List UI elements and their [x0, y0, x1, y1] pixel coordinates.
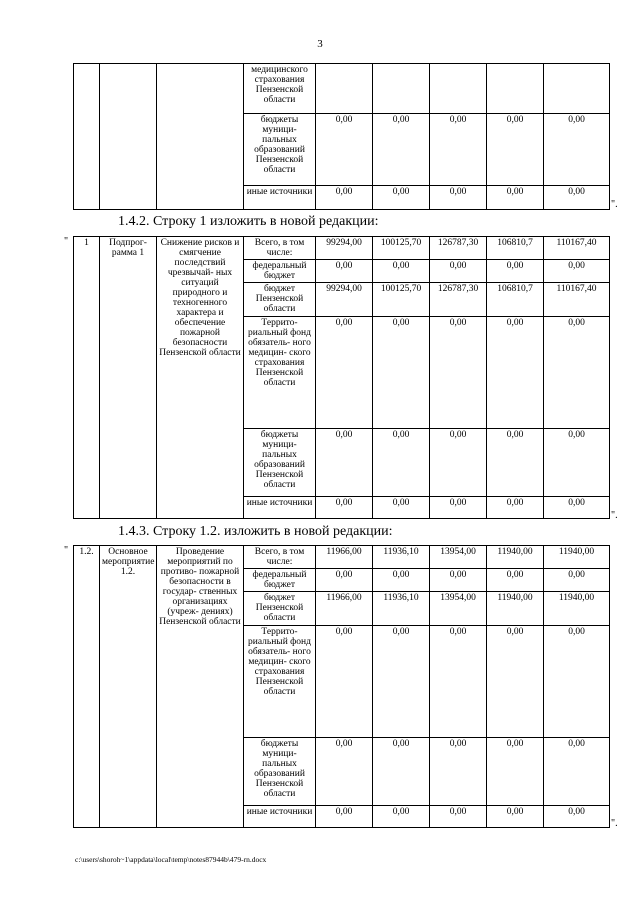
- amount-cell: 0,00: [430, 497, 487, 519]
- funding-source-cell: Террито- риальный фонд обязатель- ного медицин- ского страхования Пензенской области: [244, 626, 316, 738]
- table-row: [74, 237, 610, 260]
- amount-cell: 0,00: [487, 569, 544, 592]
- amount-cell: 11966,00: [316, 546, 373, 569]
- funding-source-cell: бюджеты муници- пальных образований Пензенской области: [244, 429, 316, 497]
- funding-source-cell: бюджет Пензенской области: [244, 592, 316, 626]
- closing-quote: ".: [611, 818, 618, 829]
- amount-cell: 0,00: [487, 114, 544, 186]
- program-name-cell: Подпрог- рамма 1: [100, 237, 157, 519]
- amount-cell: 0,00: [544, 626, 610, 738]
- section-heading-1-4-2: 1.4.2. Строку 1 изложить в новой редакции:: [118, 214, 379, 229]
- amount-cell: 0,00: [487, 806, 544, 828]
- amount-cell: 0,00: [544, 317, 610, 429]
- amount-cell: 0,00: [316, 317, 373, 429]
- funding-source-cell: федеральный бюджет: [244, 260, 316, 283]
- section-heading-1-4-3: 1.4.3. Строку 1.2. изложить в новой редакции:: [118, 524, 393, 539]
- program-description-cell: [157, 64, 244, 210]
- amount-cell: [316, 64, 373, 114]
- amount-cell: [430, 64, 487, 114]
- funding-source-cell: иные источники: [244, 497, 316, 519]
- amount-cell: 0,00: [544, 429, 610, 497]
- amount-cell: 0,00: [544, 186, 610, 210]
- opening-quote: ": [64, 236, 69, 247]
- amount-cell: 0,00: [544, 738, 610, 806]
- page-number: 3: [317, 38, 323, 50]
- amount-cell: 0,00: [430, 806, 487, 828]
- amount-cell: 0,00: [430, 317, 487, 429]
- amount-cell: 99294,00: [316, 237, 373, 260]
- amount-cell: 0,00: [373, 569, 430, 592]
- amount-cell: 126787,30: [430, 237, 487, 260]
- amount-cell: 126787,30: [430, 283, 487, 317]
- program-table-row-1: [73, 236, 610, 519]
- amount-cell: 11936,10: [373, 546, 430, 569]
- amount-cell: 0,00: [544, 260, 610, 283]
- amount-cell: 0,00: [316, 569, 373, 592]
- funding-source-cell: Террито- риальный фонд обязатель- ного медицин- ского страхования Пензенской области: [244, 317, 316, 429]
- amount-cell: 110167,40: [544, 237, 610, 260]
- funding-source-cell: иные источники: [244, 186, 316, 210]
- program-description-cell: Проведение мероприятий по противо- пожарной безопасности в государ- ственных организациях (учреж- дениях) Пензенской области: [157, 546, 244, 828]
- row-number-cell: [74, 64, 100, 210]
- funding-source-cell: медицинского страхования Пензенской области: [244, 64, 316, 114]
- amount-cell: 0,00: [373, 497, 430, 519]
- amount-cell: 0,00: [487, 260, 544, 283]
- row-number-cell: 1.2.: [74, 546, 100, 828]
- program-description-cell: Снижение рисков и смягчение последствий чрезвычай- ных ситуаций природного и техногенного характера и обеспечение пожарной безопасности Пензенской области: [157, 237, 244, 519]
- amount-cell: 0,00: [430, 569, 487, 592]
- amount-cell: 0,00: [373, 806, 430, 828]
- amount-cell: 0,00: [373, 429, 430, 497]
- amount-cell: 0,00: [373, 738, 430, 806]
- amount-cell: 0,00: [430, 186, 487, 210]
- amount-cell: 0,00: [373, 114, 430, 186]
- program-table-row-1-2: [73, 545, 610, 828]
- amount-cell: 13954,00: [430, 546, 487, 569]
- amount-cell: 106810,7: [487, 283, 544, 317]
- amount-cell: 110167,40: [544, 283, 610, 317]
- amount-cell: 0,00: [430, 429, 487, 497]
- program-name-cell: Основное мероприятие 1.2.: [100, 546, 157, 828]
- amount-cell: 0,00: [430, 114, 487, 186]
- program-name-cell: [100, 64, 157, 210]
- amount-cell: 0,00: [316, 738, 373, 806]
- amount-cell: 0,00: [316, 497, 373, 519]
- amount-cell: 11966,00: [316, 592, 373, 626]
- amount-cell: 0,00: [373, 260, 430, 283]
- amount-cell: 11940,00: [487, 592, 544, 626]
- funding-source-cell: федеральный бюджет: [244, 569, 316, 592]
- amount-cell: 13954,00: [430, 592, 487, 626]
- amount-cell: 100125,70: [373, 237, 430, 260]
- amount-cell: 11940,00: [544, 592, 610, 626]
- amount-cell: 0,00: [487, 186, 544, 210]
- opening-quote: ": [64, 545, 69, 556]
- amount-cell: 0,00: [373, 626, 430, 738]
- funding-source-cell: иные источники: [244, 806, 316, 828]
- amount-cell: 0,00: [373, 317, 430, 429]
- amount-cell: 0,00: [373, 186, 430, 210]
- amount-cell: [544, 64, 610, 114]
- amount-cell: 0,00: [544, 497, 610, 519]
- funding-source-cell: бюджеты муници- пальных образований Пензенской области: [244, 738, 316, 806]
- amount-cell: 0,00: [487, 429, 544, 497]
- row-number-cell: 1: [74, 237, 100, 519]
- funding-source-cell: Всего, в том числе:: [244, 546, 316, 569]
- funding-source-cell: бюджет Пензенской области: [244, 283, 316, 317]
- closing-quote: ".: [611, 199, 618, 210]
- amount-cell: 99294,00: [316, 283, 373, 317]
- amount-cell: 0,00: [487, 626, 544, 738]
- program-table-continuation: [73, 63, 610, 210]
- amount-cell: 0,00: [316, 626, 373, 738]
- amount-cell: 11940,00: [544, 546, 610, 569]
- funding-source-cell: бюджеты муници- пальных образований Пензенской области: [244, 114, 316, 186]
- amount-cell: 0,00: [316, 260, 373, 283]
- amount-cell: [373, 64, 430, 114]
- closing-quote: ".: [611, 510, 618, 521]
- table-row: [74, 64, 610, 114]
- amount-cell: 0,00: [430, 738, 487, 806]
- amount-cell: 106810,7: [487, 237, 544, 260]
- amount-cell: 0,00: [487, 738, 544, 806]
- amount-cell: 11940,00: [487, 546, 544, 569]
- amount-cell: 0,00: [316, 429, 373, 497]
- amount-cell: 0,00: [316, 806, 373, 828]
- amount-cell: 100125,70: [373, 283, 430, 317]
- amount-cell: 0,00: [487, 317, 544, 429]
- amount-cell: 0,00: [487, 497, 544, 519]
- amount-cell: 0,00: [430, 260, 487, 283]
- amount-cell: 0,00: [544, 806, 610, 828]
- amount-cell: 0,00: [316, 114, 373, 186]
- funding-source-cell: Всего, в том числе:: [244, 237, 316, 260]
- amount-cell: 11936,10: [373, 592, 430, 626]
- amount-cell: 0,00: [544, 114, 610, 186]
- amount-cell: 0,00: [316, 186, 373, 210]
- amount-cell: 0,00: [544, 569, 610, 592]
- amount-cell: [487, 64, 544, 114]
- footer-file-path: c:\users\shoroh~1\appdata\local\temp\notes87944b\479-rn.docx: [75, 855, 267, 864]
- table-row: [74, 546, 610, 569]
- amount-cell: 0,00: [430, 626, 487, 738]
